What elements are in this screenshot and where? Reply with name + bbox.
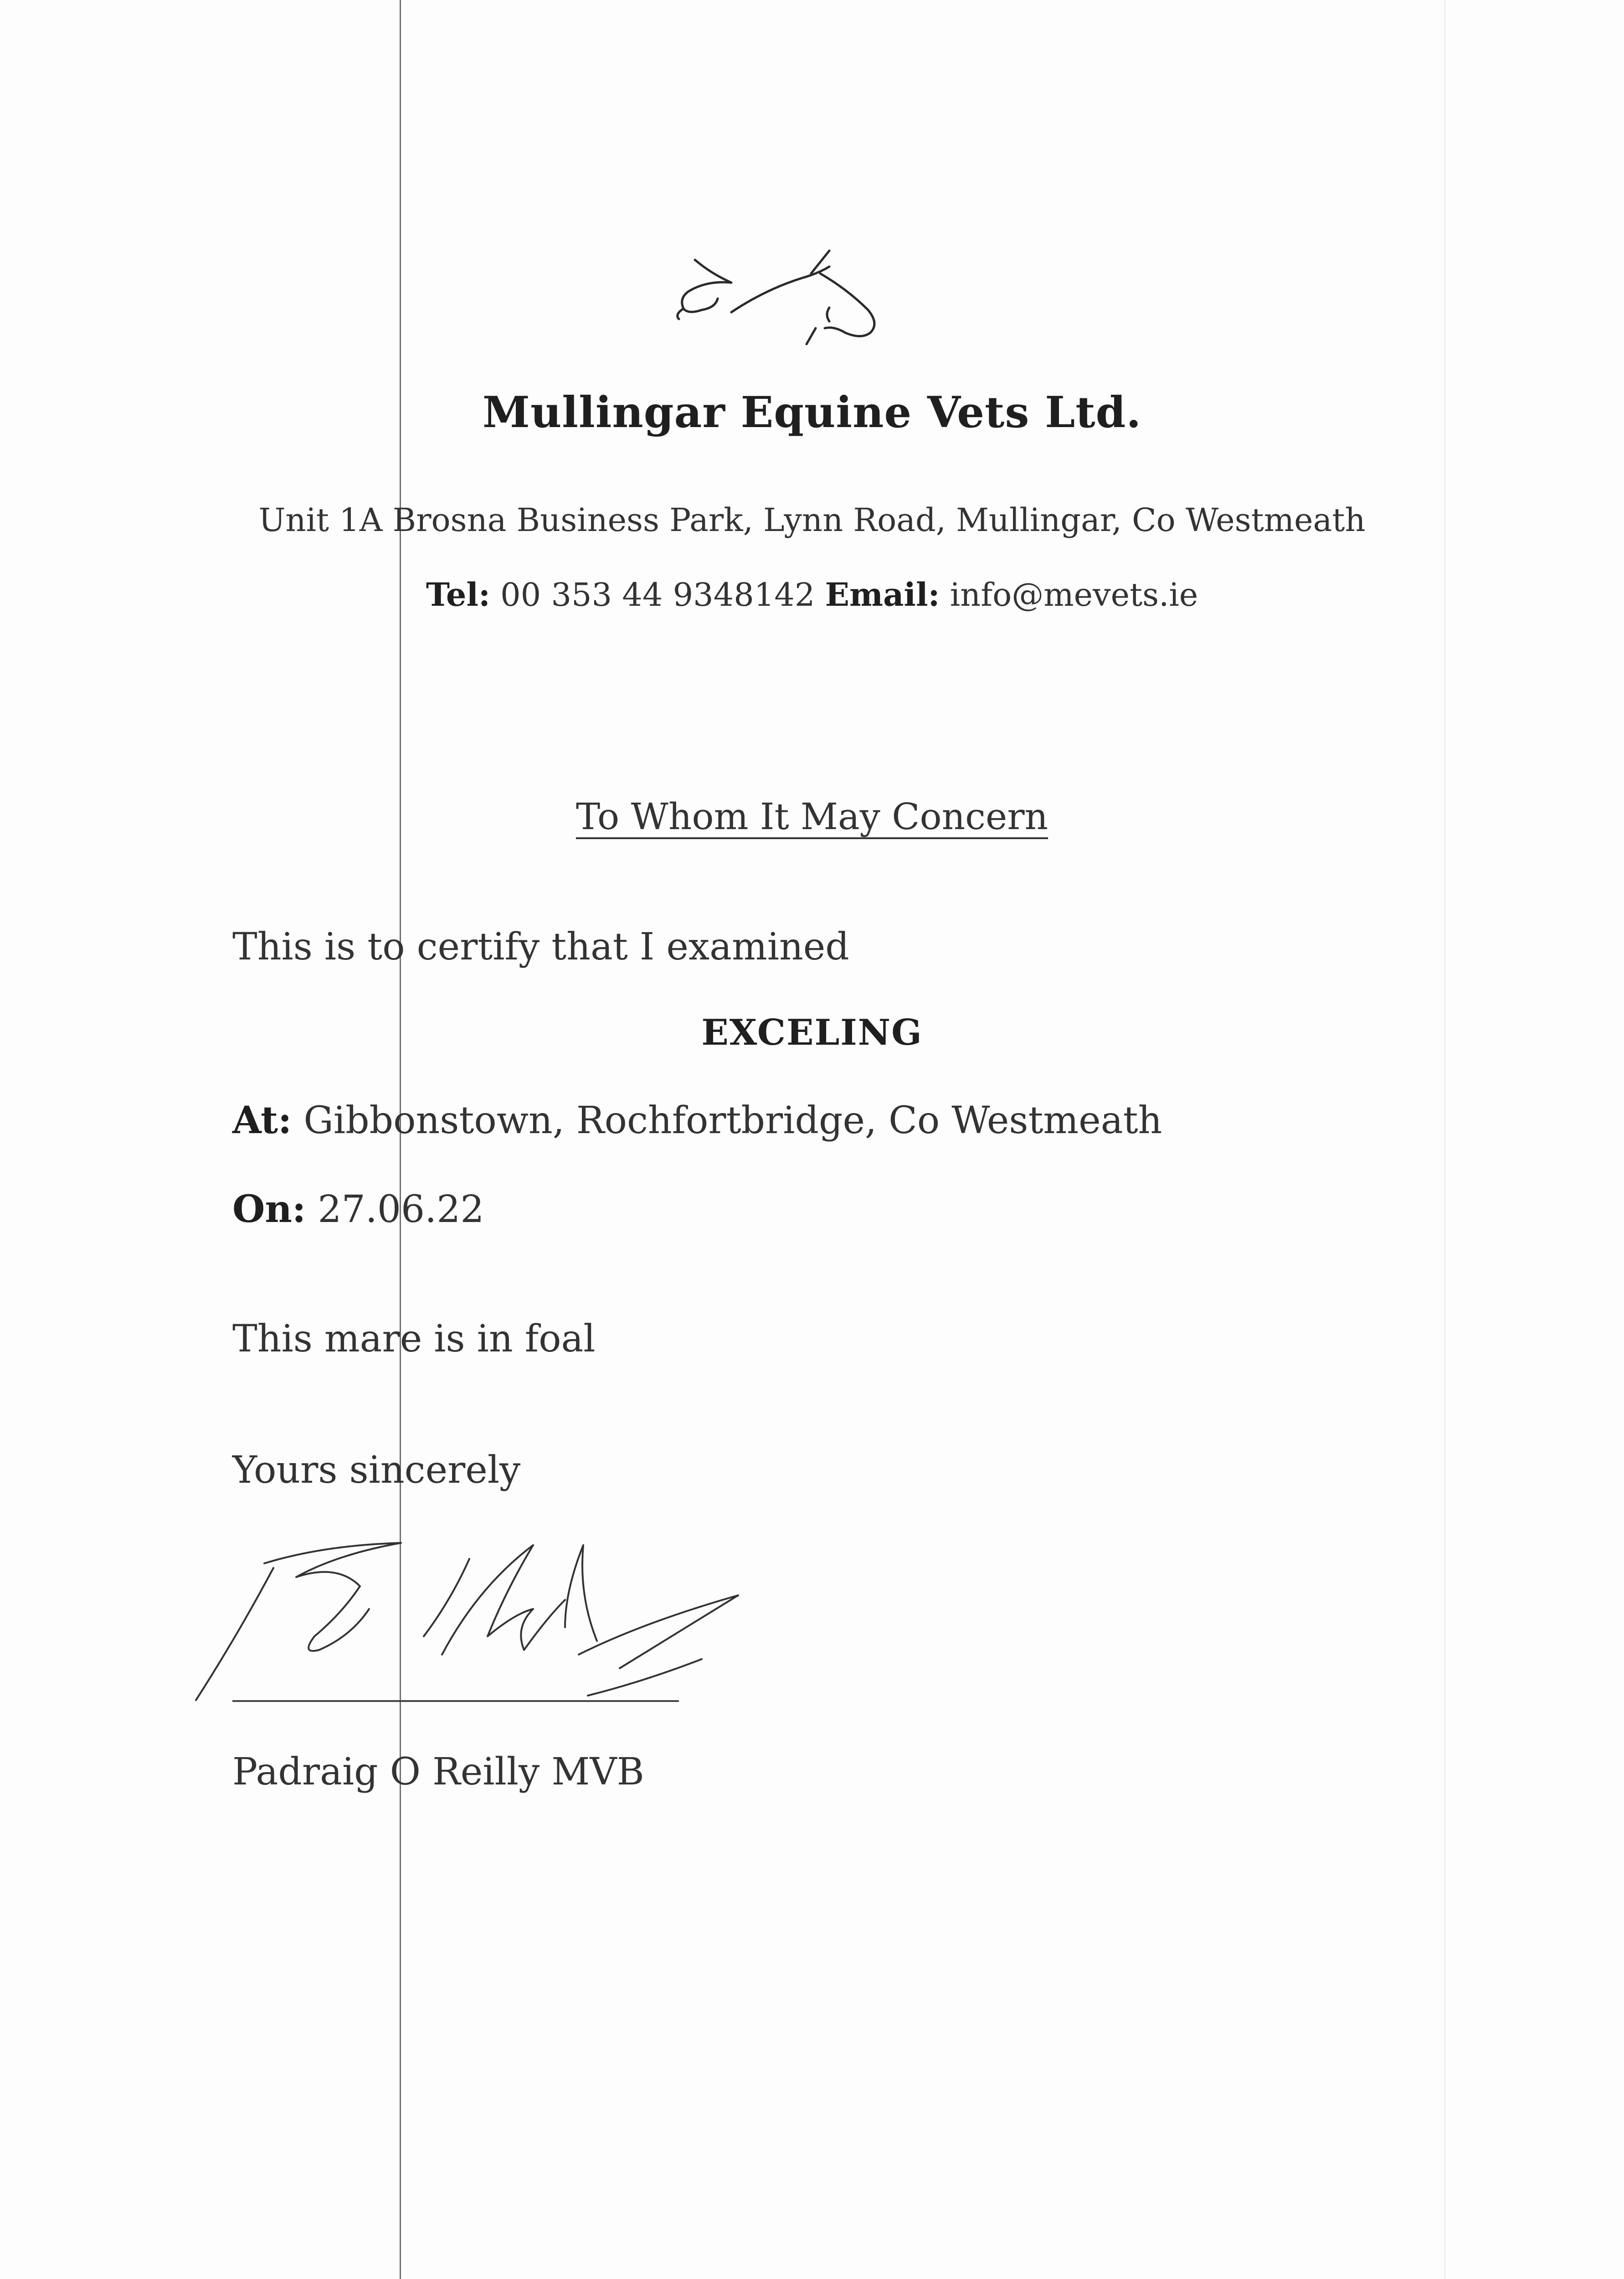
email-label: Email: (825, 576, 940, 614)
date-line (232, 1187, 484, 1231)
signatory-name: Padraig O Reilly MVB (232, 1750, 644, 1794)
closing-line: Yours sincerely (232, 1449, 521, 1492)
finding-line: This mare is in foal (232, 1317, 596, 1361)
company-name: Mullingar Equine Vets Ltd. (482, 387, 1142, 438)
horse-heads-logo (638, 230, 930, 358)
company-address: Unit 1A Brosna Business Park, Lynn Road, Mullingar, Co Westmeath (258, 501, 1366, 539)
on-value: 27.06.22 (318, 1188, 484, 1231)
on-label: On: (232, 1187, 306, 1231)
contact-line (0, 576, 1624, 614)
salutation (0, 795, 1624, 838)
signature-rule (232, 1700, 679, 1702)
at-value: Gibbonstown, Rochfortbridge, Co Westmeath (303, 1099, 1162, 1142)
scan-edge-line (1444, 0, 1445, 2279)
salutation-text: To Whom It May Concern (576, 795, 1048, 838)
location-line (232, 1098, 1162, 1142)
handwritten-signature (187, 1518, 752, 1718)
horse-name: EXCELING (701, 1012, 923, 1053)
email-value: info@mevets.ie (950, 576, 1198, 614)
intro-line: This is to certify that I examined (232, 925, 849, 969)
tel-value: 00 353 44 9348142 (500, 576, 815, 614)
tel-label: Tel: (426, 576, 490, 614)
at-label: At: (232, 1098, 292, 1142)
